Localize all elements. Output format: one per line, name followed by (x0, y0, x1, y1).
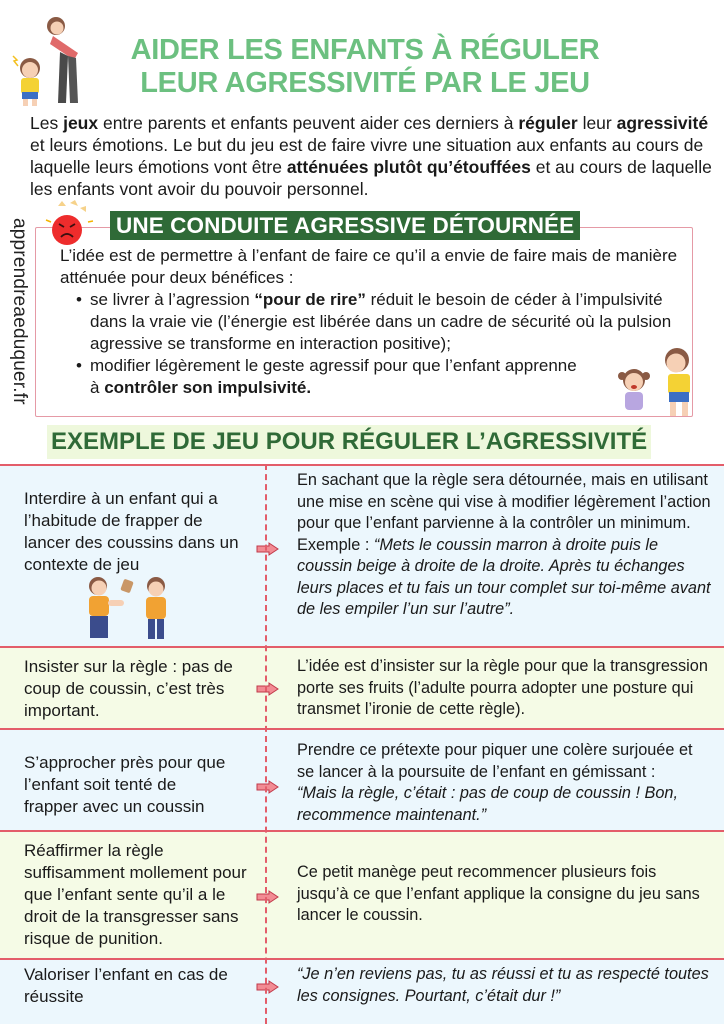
website-watermark (4, 218, 34, 438)
row-explanation (297, 656, 712, 721)
header (0, 0, 724, 110)
row-explanation (297, 964, 712, 1007)
row-explanation (297, 862, 712, 927)
mother-child-illustration (8, 8, 108, 108)
section-conduite-title: UNE CONDUITE AGRESSIVE DÉTOURNÉE (110, 211, 580, 240)
arrow-right-icon (256, 980, 280, 994)
intro-text: entre parents et enfants peuvent aider ces derniers à (98, 113, 519, 133)
column-divider (265, 464, 267, 1024)
benefit-text: réduit le besoin de céder à l’impulsivité dans la vraie vie (l’énergie est libérée dans un cadre de sécurité où la pulsion agressive se transforme en interaction positive); (90, 290, 672, 353)
page-title (100, 34, 630, 100)
section-conduite-lead: L’idée est de permettre à l’enfant de faire ce qu’il a envie de faire mais de manière atténuée pour deux bénéfices : (60, 246, 678, 287)
intro-text: Les (30, 113, 64, 133)
explanation-text: Ce petit manège peut recommencer plusieurs fois jusqu’à ce que l’enfant applique la consigne du jeu sans lancer le coussin. (297, 863, 700, 924)
explanation-text: Prendre ce prétexte pour piquer une colère surjouée et se lancer à la poursuite de l’enfant en gémissant : (297, 741, 693, 781)
intro-text: et au cours de laquelle les enfants vont avoir du pouvoir personnel. (30, 157, 712, 199)
row-action: S’approcher près pour que l’enfant soit tenté de frapper avec un coussin (24, 753, 226, 816)
row-explanation (297, 470, 712, 621)
children-arguing-illustration (612, 344, 707, 420)
row-action: Réaffirmer la règle suffisamment mollement pour que l’enfant sente qu’il a le droit de la transgresser sans risque de punition. (24, 841, 247, 948)
children-cushion-illustration (80, 572, 190, 644)
example-quote: “Je n’en reviens pas, tu as réussi et tu as respecté toutes les consignes. Pourtant, c’était dur !” (297, 965, 709, 1005)
arrow-right-icon (256, 890, 280, 904)
benefit-bold: contrôler son impulsivité. (104, 378, 312, 397)
intro-paragraph (30, 112, 720, 200)
row-explanation (297, 740, 712, 826)
arrow-right-icon (256, 682, 280, 696)
section-conduite-body (60, 245, 680, 399)
intro-bold: réguler (518, 113, 578, 133)
section-exemple-title: EXEMPLE DE JEU POUR RÉGULER L’AGRESSIVITÉ (47, 425, 651, 459)
benefit-text: se livrer à l’agression (90, 290, 255, 309)
explanation-text: L’idée est d’insister sur la règle pour que la transgression porte ses fruits (l’adulte pourra adopter une posture qui transmet l’ironie de cette règle). (297, 657, 708, 718)
table-row (0, 958, 724, 1024)
benefits-list (76, 289, 680, 399)
table-row (0, 646, 724, 728)
example-quote: “Mais la règle, c’était : pas de coup de coussin ! Bon, recommence maintenant.” (297, 784, 679, 824)
benefit-item (76, 289, 680, 355)
arrow-right-icon (256, 780, 280, 794)
arrow-right-icon (256, 542, 280, 556)
table-row (0, 728, 724, 830)
benefit-bold: “pour de rire” (254, 290, 366, 309)
title-line-1: AIDER LES ENFANTS À RÉGULER (130, 34, 600, 66)
row-action: Valoriser l’enfant en cas de réussite (24, 965, 228, 1006)
explanation-text: En sachant que la règle sera détournée, mais en utilisant une mise en scène qui vise à modifier légèrement l’action pour que l’enfant parvienne à la contrôler un minimum. (297, 471, 711, 532)
intro-text: et leurs émotions. Le but du jeu est de faire vivre une situation aux enfants au cours de laquelle leurs émotions vont être (30, 135, 704, 177)
title-line-2: LEUR AGRESSIVITÉ PAR LE JEU (140, 67, 590, 99)
table-row (0, 830, 724, 958)
intro-bold: jeux (63, 113, 99, 133)
row-action: Interdire à un enfant qui a l’habitude de frapper de lancer des coussins dans un contexte de jeu (24, 489, 239, 574)
row-action: Insister sur la règle : pas de coup de coussin, c’est très important. (24, 657, 233, 720)
benefit-item (76, 355, 586, 399)
intro-bold: agressivité (616, 113, 709, 133)
benefit-text: modifier légèrement le geste agressif pour que l’enfant apprenne à (90, 356, 577, 397)
example-quote: “Mets le coussin marron à droite puis le coussin beige à droite de la droite. Après tu échanges leurs places et tu fais un tour complet sur toi-même avant de les empiler l’un sur l’autre”. (297, 535, 711, 618)
intro-bold: atténuées plutôt qu’étouffées (286, 157, 531, 177)
intro-text: leur (577, 113, 617, 133)
watermark-text: apprendreaeduquer.fr (9, 218, 30, 405)
example-label: Exemple : (297, 535, 374, 554)
